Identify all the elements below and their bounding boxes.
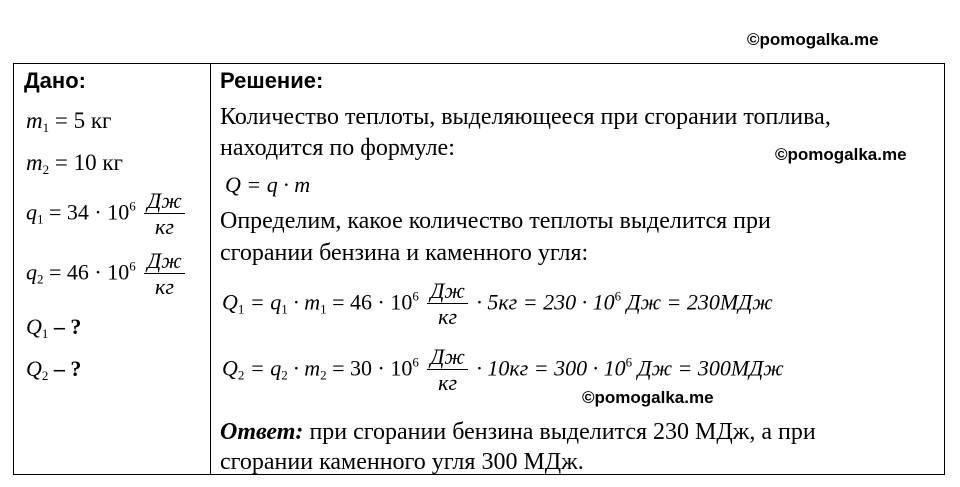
unit-fraction: $\frac{Дж}{кг}$	[427, 278, 467, 331]
watermark-middle: ©pomogalka.me	[775, 145, 907, 164]
unit-fraction: $\frac{Дж}{кг}$	[144, 248, 184, 301]
solution-text-1: Количество теплоты, выделяющееся при сгорании топлива,	[220, 104, 831, 130]
solution-header: Решение:	[220, 68, 324, 93]
unit-fraction: $\frac{Дж}{кг}$	[427, 344, 467, 397]
solution-table	[13, 63, 945, 475]
answer-label: Ответ:	[220, 419, 304, 445]
find-Q1: $Q_1$ – ?	[26, 314, 82, 341]
formula-heat: Q = q · m	[225, 172, 311, 197]
unit-fraction: $\frac{Дж}{кг}$	[144, 188, 184, 241]
find-Q2: $Q_2$ – ?	[26, 356, 82, 383]
watermark-top: ©pomogalka.me	[747, 30, 879, 49]
watermark-bottom: ©pomogalka.me	[582, 388, 714, 407]
solution-text-3: Определим, какое количество теплоты выделится при	[220, 208, 771, 234]
given-m2: $m_2 = 10$ кг	[26, 150, 123, 177]
given-header: Дано:	[24, 68, 86, 93]
equation-Q1: $Q_1 = q_1 \cdot m_1 = 46 \cdot 10^6$ $\frac{Дж}{кг}$ · $5кг = 230 \cdot 10^6$ Дж = 230МДж	[222, 278, 773, 330]
given-m1: $m_1 = 5$ кг	[26, 108, 112, 135]
answer-line-2: сгорании каменного угля 300 МДж.	[220, 449, 584, 475]
equation-Q2: $Q_2 = q_2 \cdot m_2 = 30 \cdot 10^6$ $\frac{Дж}{кг}$ · $10кг = 300 \cdot 10^6$ Дж = 300МДж	[222, 344, 784, 396]
given-q2: $q_2 = 46 \cdot 10^6$ $\frac{Дж}{кг}$	[26, 248, 188, 301]
solution-text-4: сгорании бензина и каменного угля:	[220, 240, 589, 266]
solution-text-2: находится по формуле:	[220, 135, 455, 161]
answer-line-1: Ответ: при сгорании бензина выделится 230 МДж, а при	[220, 419, 816, 445]
given-q1: $q_1 = 34 \cdot 10^6$ $\frac{Дж}{кг}$	[26, 188, 188, 241]
